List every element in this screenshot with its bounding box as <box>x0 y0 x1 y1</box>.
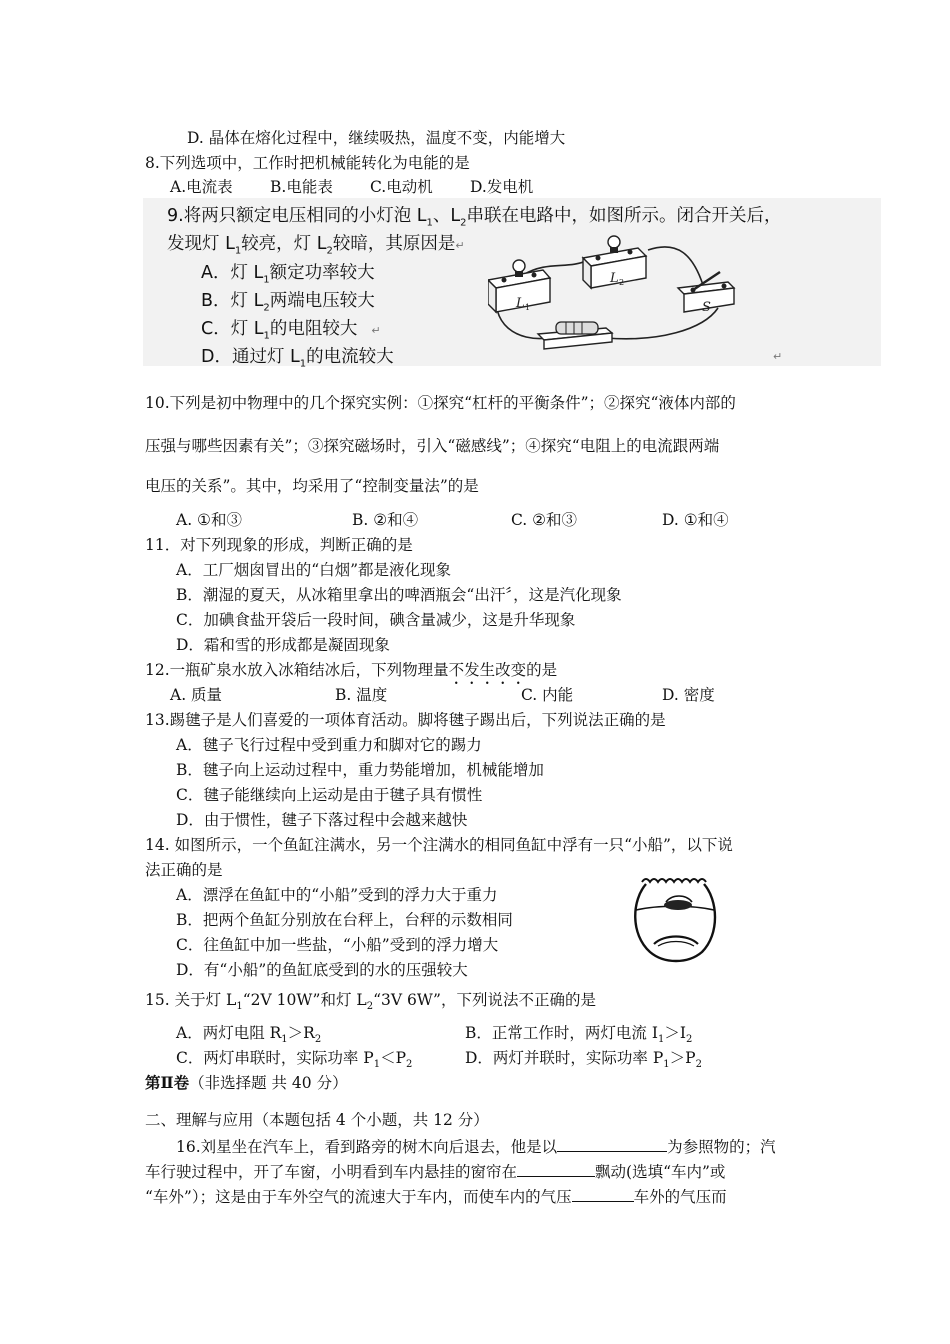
q14-option-c: C．往鱼缸中加一些盐，“小船”受到的浮力增大 <box>176 936 499 954</box>
q13-option-b: B．毽子向上运动过程中，重力势能增加，机械能增加 <box>176 761 544 779</box>
q9-option-c: C．灯 $L_1$的电阻较大 ↵ <box>201 319 381 342</box>
label-s: S <box>702 300 711 315</box>
q13-option-a: A．毽子飞行过程中受到重力和脚对它的踢力 <box>176 736 482 754</box>
label-l1: L <box>516 296 525 311</box>
q14-option-b: B．把两个鱼缸分别放在台秤上，台秤的示数相同 <box>176 911 513 929</box>
q9-return-mark: ↵ <box>773 350 783 363</box>
q10-option-d: D. ①和④ <box>662 511 729 529</box>
q10-option-c: C. ②和③ <box>511 511 578 529</box>
q12-option-b: B. 温度 <box>335 686 388 704</box>
q11-option-b: B．潮湿的夏天，从冰箱里拿出的啤酒瓶会“出汗〞，这是汽化现象 <box>176 586 622 604</box>
q13-stem: 13.踢毽子是人们喜爱的一项体育活动。脚将毽子踢出后，下列说法正确的是 <box>145 711 666 729</box>
q11-stem: 11．对下列现象的形成，判断正确的是 <box>145 536 413 554</box>
q12-stem: 12.一瓶矿泉水放入冰箱结冰后，下列物理量不发生改变的是 <box>145 661 558 679</box>
q10-line3: 电压的关系”。其中，均采用了“控制变量法”的是 <box>145 477 479 495</box>
q8-stem: 8.下列选项中，工作时把机械能转化为电能的是 <box>145 154 470 172</box>
section2-title: 二、理解与应用（本题包括 4 个小题，共 12 分） <box>145 1111 489 1129</box>
q7-option-d: D. 晶体在熔化过程中，继续吸热，温度不变，内能增大 <box>187 129 566 147</box>
q14-option-d: D．有“小船”的鱼缸底受到的水的压强较大 <box>176 961 468 979</box>
q15-option-a: A．两灯电阻 $R_1>R_2$ <box>176 1024 322 1046</box>
q11-option-d: D．霜和雪的形成都是凝固现象 <box>176 636 390 654</box>
q14-line1: 14. 如图所示，一个鱼缸注满水，另一个注满水的相同鱼缸中浮有一只“小船”，以下说 <box>145 836 733 854</box>
q14-fishbowl-figure <box>628 872 722 966</box>
q13-option-c: C．毽子能继续向上运动是由于毽子具有惯性 <box>176 786 483 804</box>
q15-option-c: C．两灯串联时，实际功率 $P_1<P_2$ <box>176 1049 413 1071</box>
q12-option-c: C. 内能 <box>521 686 574 704</box>
q12-option-a: A. 质量 <box>170 686 223 704</box>
q14-option-a: A．漂浮在鱼缸中的“小船”受到的浮力大于重力 <box>176 886 498 904</box>
q10-option-a: A. ①和③ <box>176 511 242 529</box>
q16-line3: “车外”）；这是由于车外空气的流速大于车内，而使车内的气压 车外的气压而 <box>145 1188 727 1206</box>
part2-title: 第Ⅱ卷（非选择题 共 40 分） <box>145 1073 348 1092</box>
q9-image-block <box>143 198 881 370</box>
q10-line1: 10.下列是初中物理中的几个探究实例：①探究“杠杆的平衡条件”；②探究“液体内部的 <box>145 394 736 412</box>
q9-stem-line1: 9.将两只额定电压相同的小灯泡 $L_1$、$L_2$串联在电路中，如图所示。闭合开关后， <box>167 206 782 229</box>
q14-line2: 法正确的是 <box>145 861 223 879</box>
q16-line1: 16.刘星坐在汽车上，看到路旁的树木向后退去，他是以 为参照物的；汽 <box>176 1138 776 1156</box>
q12-option-d: D. 密度 <box>662 686 715 704</box>
q16-blank-3[interactable] <box>572 1186 634 1202</box>
q13-option-d: D．由于惯性，毽子下落过程中会越来越快 <box>176 811 468 829</box>
q9-circuit-figure <box>488 230 738 350</box>
q16-blank-2[interactable] <box>517 1161 595 1177</box>
q9-option-a: A．灯 $L_1$额定功率较大 <box>201 263 375 286</box>
q15-stem: 15. 关于灯 $L_1“2V$ 10W”和灯 $L_2“3V$ 6W”，下列说法不正确的是 <box>145 991 596 1013</box>
q15-option-d: D．两灯并联时，实际功率 $P_1>P_2$ <box>465 1049 702 1071</box>
label-l2: L <box>610 271 619 286</box>
q10-option-b: B. ②和④ <box>352 511 419 529</box>
svg-text:2: 2 <box>619 278 625 287</box>
q8-option-c: C.电动机 <box>370 178 433 196</box>
q15-option-b: B．正常工作时，两灯电流 $I_1>I_2$ <box>465 1024 693 1046</box>
q9-option-b: B．灯 $L_2$两端电压较大 <box>201 291 375 314</box>
q8-option-b: B.电能表 <box>270 178 333 196</box>
q11-option-c: C．加碘食盐开袋后一段时间，碘含量减少，这是升华现象 <box>176 611 576 629</box>
q11-option-a: A．工厂烟囱冒出的“白烟”都是液化现象 <box>176 561 452 579</box>
q8-option-a: A.电流表 <box>170 178 233 196</box>
q9-stem-line2: 发现灯 $L_1$较亮，灯 $L_2$较暗，其原因是↵ <box>167 234 465 257</box>
q10-line2: 压强与哪些因素有关”；③探究磁场时，引入“磁感线”；④探究“电阻上的电流跟两端 <box>145 437 720 455</box>
q16-line2: 车行驶过程中，开了车窗，小明看到车内悬挂的窗帘在 飘动(选填“车内”或 <box>145 1163 726 1181</box>
q16-blank-1[interactable] <box>557 1136 667 1152</box>
svg-text:1: 1 <box>525 303 531 312</box>
q9-option-d: D．通过灯 $L_1$的电流较大 <box>201 347 394 370</box>
q8-option-d: D.发电机 <box>470 178 534 196</box>
